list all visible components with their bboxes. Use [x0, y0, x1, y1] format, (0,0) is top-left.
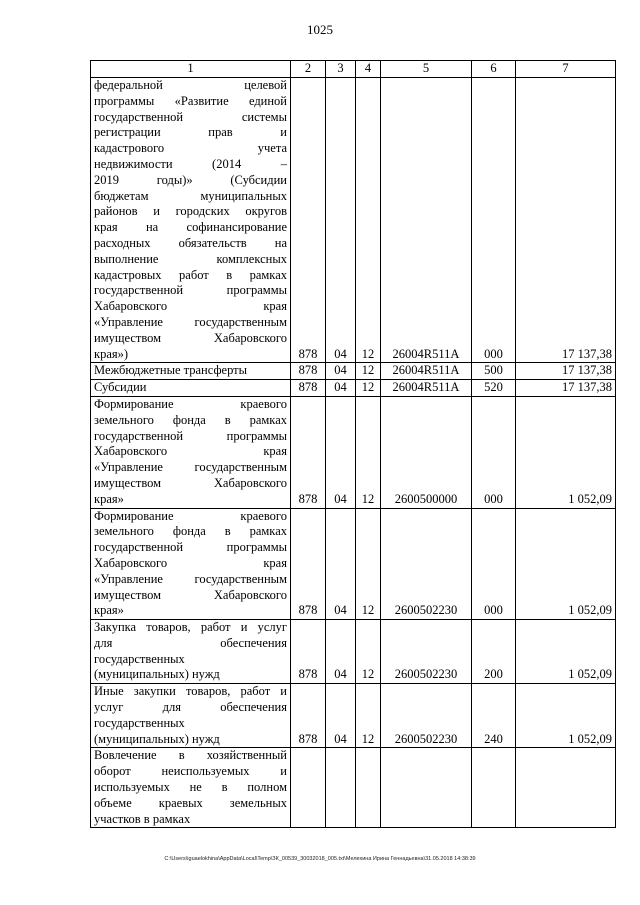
description-line: (муниципальных) нужд: [94, 667, 220, 682]
description-line: объеме краевых земельных: [94, 795, 287, 810]
cell-ministry-code: 878: [291, 620, 326, 684]
cell-target-article: 2600502230: [381, 620, 472, 684]
cell-subsection: 12: [356, 508, 381, 620]
cell-ministry-code: 878: [291, 396, 326, 508]
cell-section: 04: [326, 363, 356, 380]
cell-section: 04: [326, 684, 356, 748]
description-line: 2019 годы)» (Субсидии: [94, 172, 287, 187]
cell-expense-type: 500: [472, 363, 516, 380]
cell-subsection: 12: [356, 363, 381, 380]
cell-ministry-code: 878: [291, 363, 326, 380]
header-cell: 5: [381, 61, 472, 78]
row-description: [91, 620, 291, 684]
cell-amount: 17 137,38: [516, 380, 616, 397]
table-row: [91, 620, 616, 684]
cell-target-article: 26004R511A: [381, 363, 472, 380]
row-description: [91, 78, 291, 363]
cell-expense-type: 000: [472, 396, 516, 508]
description-line: Формирование краевого: [94, 396, 287, 411]
description-line: Вовлечение в хозяйственный: [94, 748, 287, 763]
cell-ministry-code: [291, 748, 326, 828]
description-line: бюджетам муниципальных: [94, 188, 287, 203]
cell-amount: 17 137,38: [516, 363, 616, 380]
description-line: для обеспечения: [94, 635, 287, 650]
cell-target-article: 2600502230: [381, 684, 472, 748]
description-line: края»: [94, 491, 124, 506]
description-line: земельного фонда в рамках: [94, 412, 287, 427]
row-description: [91, 508, 291, 620]
description-line: Хабаровского края: [94, 444, 287, 459]
description-line: кадастровых работ в рамках: [94, 267, 287, 282]
budget-table: [90, 60, 616, 828]
page-number: 1025: [307, 22, 333, 37]
description-line: края»: [94, 603, 124, 618]
header-cell: 6: [472, 61, 516, 78]
cell-section: 04: [326, 78, 356, 363]
cell-subsection: 12: [356, 396, 381, 508]
description-line: государственной системы: [94, 109, 287, 124]
cell-amount: 17 137,38: [516, 78, 616, 363]
description-line: Формирование краевого: [94, 508, 287, 523]
cell-subsection: 12: [356, 684, 381, 748]
table-row: [91, 396, 616, 508]
cell-amount: 1 052,09: [516, 684, 616, 748]
description-line: «Управление государственным: [94, 460, 287, 475]
header-cell: 1: [91, 61, 291, 78]
description-line: (муниципальных) нужд: [94, 731, 220, 746]
description-line: имуществом Хабаровского: [94, 330, 287, 345]
description-line: программы «Развитие единой: [94, 93, 287, 108]
cell-section: 04: [326, 620, 356, 684]
cell-section: 04: [326, 508, 356, 620]
description-line: кадастрового учета: [94, 141, 287, 156]
description-line: Хабаровского края: [94, 555, 287, 570]
description-line: имуществом Хабаровского: [94, 475, 287, 490]
cell-expense-type: [472, 748, 516, 828]
description-line: регистрации прав и: [94, 125, 287, 140]
cell-section: 04: [326, 380, 356, 397]
description-line: Субсидии: [94, 380, 147, 395]
cell-ministry-code: 878: [291, 508, 326, 620]
description-line: земельного фонда в рамках: [94, 524, 287, 539]
cell-target-article: 2600500000: [381, 396, 472, 508]
cell-amount: 1 052,09: [516, 620, 616, 684]
table-body: [91, 78, 616, 828]
cell-subsection: 12: [356, 78, 381, 363]
header-row: [91, 61, 616, 78]
header-cell: 4: [356, 61, 381, 78]
description-line: услуг для обеспечения: [94, 700, 287, 715]
file-path-footer: C:\Users\iguaelokhina\AppData\Local\Temp\ЗК_00539_30032018_005.txt\Мелехина Ирина Геннадьевна\31.05.2018 14:38:39: [164, 856, 476, 862]
cell-subsection: 12: [356, 620, 381, 684]
cell-section: 04: [326, 396, 356, 508]
cell-expense-type: 200: [472, 620, 516, 684]
description-line: государственной программы: [94, 540, 287, 555]
table-row: [91, 684, 616, 748]
header-cell: 3: [326, 61, 356, 78]
cell-expense-type: 000: [472, 508, 516, 620]
description-line: «Управление государственным: [94, 571, 287, 586]
cell-target-article: 2600502230: [381, 508, 472, 620]
cell-ministry-code: 878: [291, 684, 326, 748]
description-line: участков в рамках: [94, 811, 191, 826]
table-row: [91, 380, 616, 397]
description-line: государственных: [94, 651, 185, 666]
description-line: государственных: [94, 715, 185, 730]
description-line: оборот неиспользуемых и: [94, 764, 287, 779]
description-line: федеральной целевой: [94, 78, 287, 92]
cell-expense-type: 240: [472, 684, 516, 748]
cell-amount: [516, 748, 616, 828]
row-description: [91, 684, 291, 748]
description-line: края на софинансирование: [94, 220, 287, 235]
cell-target-article: 26004R511A: [381, 78, 472, 363]
header-cell: 2: [291, 61, 326, 78]
row-description: [91, 380, 291, 397]
description-line: районов и городских округов: [94, 204, 287, 219]
cell-expense-type: 000: [472, 78, 516, 363]
cell-target-article: [381, 748, 472, 828]
cell-amount: 1 052,09: [516, 396, 616, 508]
description-line: Иные закупки товаров, работ и: [94, 684, 287, 699]
description-line: государственной программы: [94, 283, 287, 298]
row-description: [91, 396, 291, 508]
cell-subsection: [356, 748, 381, 828]
cell-ministry-code: 878: [291, 380, 326, 397]
cell-expense-type: 520: [472, 380, 516, 397]
description-line: государственной программы: [94, 428, 287, 443]
cell-subsection: 12: [356, 380, 381, 397]
cell-amount: 1 052,09: [516, 508, 616, 620]
table-row: [91, 363, 616, 380]
description-line: расходных обязательств на: [94, 235, 287, 250]
table-row: [91, 78, 616, 363]
description-line: имуществом Хабаровского: [94, 587, 287, 602]
row-description: [91, 748, 291, 828]
description-line: края»): [94, 346, 129, 361]
table-row: [91, 748, 616, 828]
cell-ministry-code: 878: [291, 78, 326, 363]
description-line: недвижимости (2014 –: [94, 156, 287, 171]
description-line: Закупка товаров, работ и услуг: [94, 620, 287, 635]
description-line: используемых не в полном: [94, 780, 287, 795]
description-line: Межбюджетные трансферты: [94, 363, 248, 378]
row-description: [91, 363, 291, 380]
cell-section: [326, 748, 356, 828]
description-line: «Управление государственным: [94, 314, 287, 329]
description-line: выполнение комплексных: [94, 251, 287, 266]
cell-target-article: 26004R511A: [381, 380, 472, 397]
table-row: [91, 508, 616, 620]
description-line: Хабаровского края: [94, 299, 287, 314]
header-cell: 7: [516, 61, 616, 78]
